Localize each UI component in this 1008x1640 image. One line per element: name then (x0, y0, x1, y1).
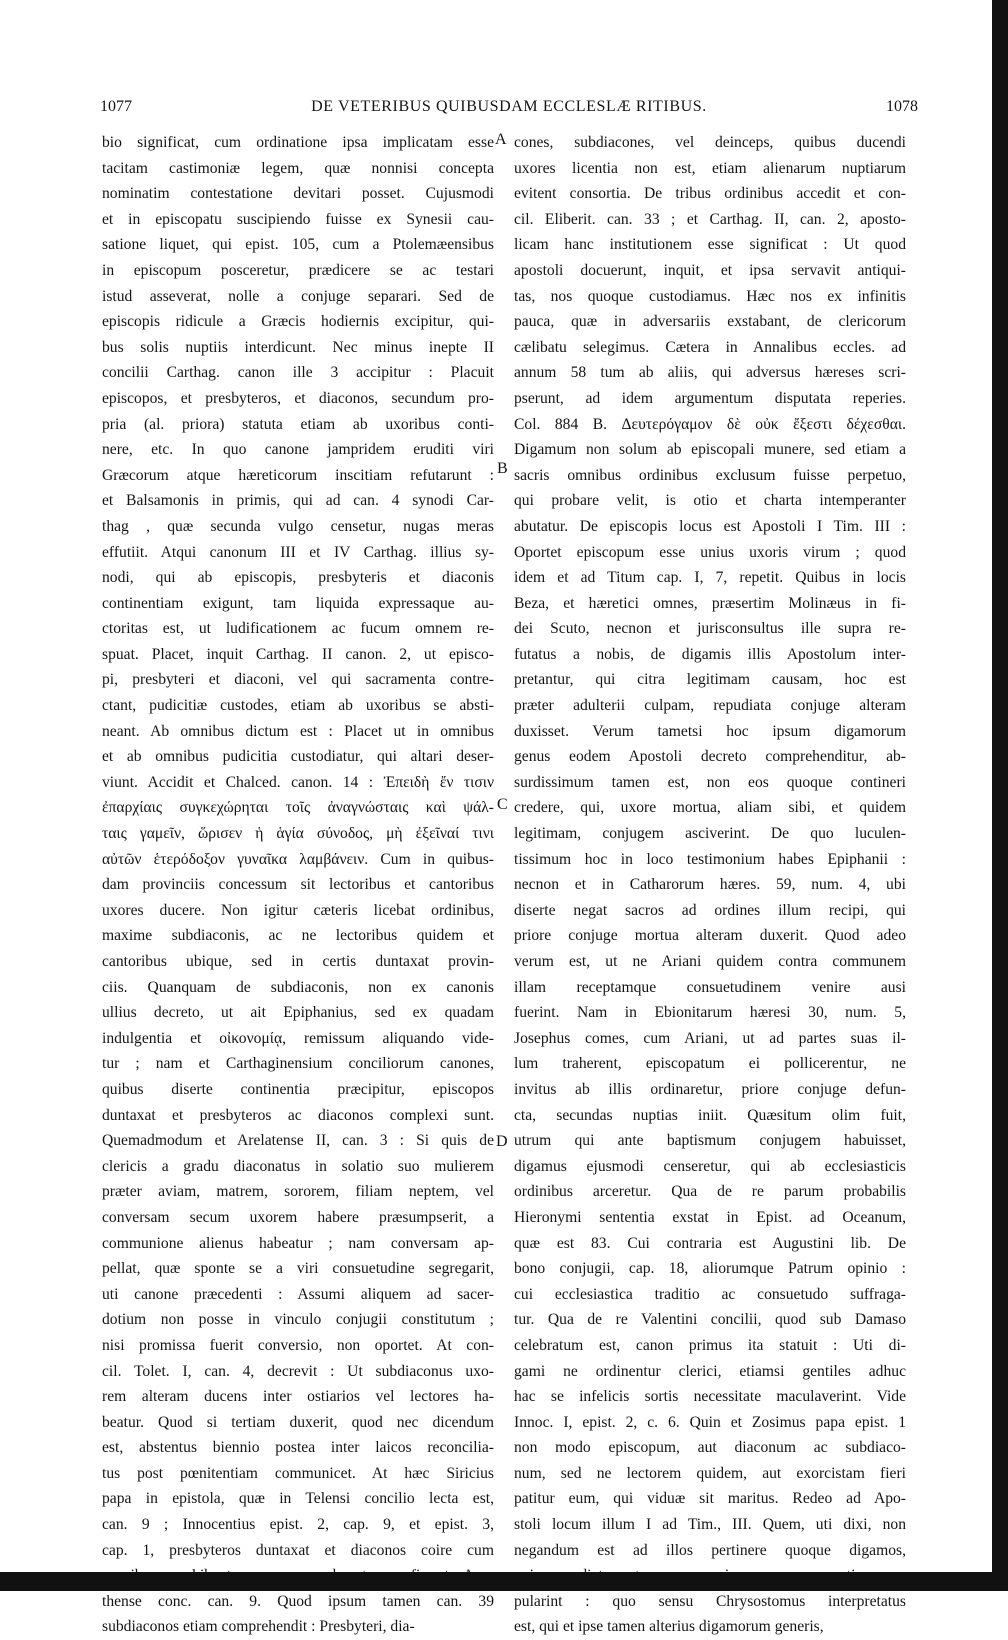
right-column (514, 130, 906, 1640)
text-line: nere, etc. In quo canone jampridem eruditi viri (102, 441, 494, 459)
text-line: invitus ab illis ordinaretur, priore conjuge defun- (514, 1080, 906, 1098)
text-line: dotium non posse in vinculo conjugii constitutum ; (102, 1311, 494, 1329)
text-line: pauca, quæ in adversariis exstabant, de clericorum (514, 313, 906, 331)
text-line: Oportet episcopum esse unius uxoris virum ; quod (514, 543, 906, 561)
text-line: Col. 884 B. Δευτερόγαμον δὲ οὐκ ἔξεστι δέχεσθαι. (514, 415, 906, 433)
page-number-left: 1077 (100, 98, 132, 115)
text-line: maxime subdiaconis, ac ne lectoribus quidem et (102, 927, 494, 945)
section-marker-b: B (497, 460, 508, 477)
text-line: pretantur, qui citra legitimam causam, hoc est (514, 671, 906, 689)
text-line: istud asseverat, nolle a conjuge separari. Sed de (102, 287, 494, 305)
text-line: annum 58 tum ab aliis, qui adversus hæreses scri- (514, 364, 906, 382)
text-line: pellat, quæ sponte se a viri consuetudine segregarit, (102, 1260, 494, 1278)
running-title: DE VETERIBUS QUIBUSDAM ECCLESLÆ RITIBUS. (311, 98, 707, 115)
text-line: ciis. Quanquam de subdiaconis, non ex canonis (102, 978, 494, 996)
text-line: tus post pœnitentiam communicet. At hæc Siricius (102, 1464, 494, 1482)
text-line: digamus ejusmodi censeretur, qui ab ecclesiasticis (514, 1157, 906, 1175)
section-marker-d: D (496, 1133, 508, 1150)
text-line: can. 9 ; Innocentius epist. 2, cap. 9, et epist. 3, (102, 1516, 494, 1534)
text-line: ctant, pudicitiæ custodes, etiam ab uxoribus se absti- (102, 697, 494, 715)
text-line: lum traherent, episcopatum ei pollicerentur, ne (514, 1055, 906, 1073)
text-line: tissimum hoc in loco testimonium habes Epiphanii : (514, 850, 906, 868)
text-line: est, qui et ipse tamen alterius digamorum generis, (514, 1618, 824, 1636)
text-line: ullius decreto, ut ait Epiphanius, sed ex quadam (102, 1004, 494, 1022)
scan-edge-right (992, 0, 1008, 1591)
text-line: cælibatu selegimus. Cætera in Annalibus eccles. ad (514, 338, 906, 356)
text-line: thag , quæ secunda vulgo censetur, nugas meras (102, 517, 494, 535)
text-line: utrum qui ante baptismum conjugem habuisset, (514, 1132, 906, 1150)
text-line: pria (al. priora) statuta etiam ab uxoribus conti- (102, 415, 494, 433)
text-line: qui probare velit, is otio et charta intemperanter (514, 492, 906, 510)
text-line: Innoc. I, epist. 2, c. 6. Quin et Zosimus papa epist. 1 (514, 1413, 906, 1431)
text-line: uti canone præcedenti : Assumi aliquem ad sacer- (102, 1285, 494, 1303)
text-line: surdissimum tamen est, non eos quoque contineri (514, 773, 906, 791)
text-line: patitur eum, qui viduæ sit maritus. Redeo ad Apo- (514, 1490, 906, 1508)
text-line: fuerint. Nam in Ebionitarum hæresi 30, num. 5, (514, 1004, 906, 1022)
text-line: Quemadmodum et Arelatense II, can. 3 : Si quis de (102, 1132, 494, 1150)
text-line: αὐτῶν ἑτερόδοξον γυναῖκα λαμβάνειν. Cum in quibus- (102, 850, 494, 868)
text-line: cil. Eliberit. can. 33 ; et Carthag. II, can. 2, aposto- (514, 210, 906, 228)
text-line: uxores licentia non est, etiam alienarum nuptiarum (514, 159, 906, 177)
text-line: tur. Qua de re Valentini concilii, quod sub Damaso (514, 1311, 906, 1329)
text-line: nisi promissa fuerit conversio, non oportet. At con- (102, 1336, 494, 1354)
text-line: pi, presbyteri et diaconi, vel qui sacramenta contre- (102, 671, 494, 689)
text-line: non modo episcopum, aut diaconum ac subdiaco- (514, 1439, 906, 1457)
text-line: præter aviam, matrem, sororem, filiam neptem, vel (102, 1183, 494, 1201)
text-line: cil. Tolet. I, can. 4, decrevit : Ut subdiaconus uxo- (102, 1362, 494, 1380)
text-line: cap. 1, presbyteros duntaxat et diaconos coire cum (102, 1541, 494, 1559)
text-line: Beza, et hæretici omnes, præsertim Molinæus in fi- (514, 594, 906, 612)
text-line: priore conjuge mortua alteram duxerit. Quod adeo (514, 927, 906, 945)
text-line: dam provinciis concessum sit lectoribus et cantoribus (102, 876, 494, 894)
text-line: episcopis ridicule a Græcis hodiernis excipitur, qui- (102, 313, 494, 331)
text-line: præter adulterii culpam, repudiata conjuge alteram (514, 697, 906, 715)
text-line: nominatim contestatione devitari posset. Cujusmodi (102, 185, 494, 203)
text-line: dei Scuto, necnon et jurisconsultus ille supra re- (514, 620, 906, 638)
section-marker-c: C (497, 796, 508, 813)
text-line: pularint : quo sensu Chrysostomus interpretatus (514, 1592, 906, 1610)
text-line: episcopos, et presbyteros, et diaconos, secundum pro- (102, 389, 494, 407)
page-number-right: 1078 (886, 98, 918, 115)
text-line: uxores ducere. Non igitur cæteris licebat ordinibus, (102, 901, 494, 919)
text-line: tas, nos quoque custodiamus. Hæc nos ex infinitis (514, 287, 906, 305)
text-line: subdiaconos etiam comprehendit : Presbyteri, dia- (102, 1618, 415, 1636)
text-line: clericis a gradu diaconatus in solatio suo mulierem (102, 1157, 494, 1175)
text-line: Hieronymi sententia exstat in Epist. ad Oceanum, (514, 1208, 906, 1226)
text-line: quibus diserte continentia præcipitur, episcopos (102, 1080, 494, 1098)
text-line: necnon et in Catharorum hæres. 59, num. 4, ubi (514, 876, 906, 894)
text-line: hac se infelicis sortis necessitate maculaverint. Vide (514, 1388, 906, 1406)
text-line: conversam secum uxorem habere præsumpserit, a (102, 1208, 494, 1226)
text-line: spuat. Placet, inquit Carthag. II canon. 2, ut episco- (102, 645, 494, 663)
text-line: idem et ad Titum cap. I, 7, repetit. Quibus in locis (514, 569, 906, 587)
text-line: gami ne ordinentur clerici, etiamsi gentiles adhuc (514, 1362, 906, 1380)
text-line: genus eodem Apostoli decreto comprehenditur, ab- (514, 748, 906, 766)
text-line: quæ est 83. Cui contraria est Augustini lib. De (514, 1234, 906, 1252)
text-line: Digamum non solum ab episcopali munere, sed etiam a (514, 441, 906, 459)
text-line: futatus a nobis, de digamis illis Apostolum inter- (514, 645, 906, 663)
text-line: pserunt, ad idem argumentum disputata reperies. (514, 389, 906, 407)
text-line: papa in epistola, quæ in Telensi concilio lecta est, (102, 1490, 494, 1508)
text-line: concilii Carthag. canon ille 3 accipitur : Placuit (102, 364, 494, 382)
text-line: ταις γαμεῖν, ὥρισεν ἡ ἁγία σύνοδος, μὴ ἐξεῖναί τινι (102, 825, 494, 843)
text-line: ἐπαρχίαις συγκεχώρηται τοῖς ἀναγνώσταις καὶ ψάλ- (102, 799, 494, 817)
text-line: et Balsamonis in primis, qui ad can. 4 synodi Car- (102, 492, 494, 510)
text-line: nodi, qui ab episcopis, presbyteris et diaconis (102, 569, 494, 587)
text-line: licam hanc institutionem esse significat : Ut quod (514, 236, 906, 254)
text-line: credere, qui, uxore mortua, aliam sibi, et quidem (514, 799, 906, 817)
text-line: est, abstentus biennio postea inter laicos reconcilia- (102, 1439, 494, 1457)
text-line: neant. Ab omnibus dictum est : Placet ut in omnibus (102, 722, 494, 740)
text-line: abutatur. De episcopis locus est Apostoli I Tim. III : (514, 517, 906, 535)
text-line: negandum est ad illos pertinere quoque digamos, (514, 1541, 906, 1559)
text-line: duxisset. Verum tametsi hoc ipsum digamorum (514, 722, 906, 740)
text-line: tur ; nam et Carthaginensium conciliorum canones, (102, 1055, 494, 1073)
text-line: cantoribus ubique, sed in certis duntaxat provin- (102, 953, 494, 970)
text-line: legitimam, conjugem asciverint. De quo luculen- (514, 825, 906, 843)
text-line: ordinibus arceretur. Qua de re parum probabilis (514, 1183, 906, 1201)
text-line: et in episcopatu suscipiendo fuisse ex Synesii cau- (102, 210, 494, 228)
text-line: Græcorum atque hæreticorum inscitiam refutarunt : (102, 466, 494, 484)
text-line: Josephus comes, cum Ariani, ut ad partes suas il- (514, 1029, 906, 1047)
text-line: cta, secundas nuptias iniit. Quæsitum olim fuit, (514, 1106, 906, 1124)
text-line: bio significat, cum ordinatione ipsa implicatam esse (102, 134, 494, 151)
text-line: et ab omnibus pudicitia custodiatur, qui altari deser- (102, 748, 494, 766)
text-line: cui ecclesiastica traditio ac consuetudo suffraga- (514, 1285, 906, 1303)
text-line: bono conjugii, cap. 18, aliorumque Patrum opinio : (514, 1260, 906, 1278)
text-line: rem alteram ducens inter ostiarios vel lectores ha- (102, 1388, 494, 1406)
text-line: cones, subdiacones, vel deinceps, quibus ducendi (514, 134, 906, 151)
text-line: effutiit. Atqui canonum III et IV Carthag. illius sy- (102, 543, 494, 561)
text-line: ctoritas est, ut ludificationem ac fucum omnem re- (102, 620, 494, 638)
text-line: num, sed ne lectorem quidem, aut exorcistam fieri (514, 1464, 906, 1482)
text-line: diserte negat sacros ad ordines illum recipi, qui (514, 901, 906, 919)
text-line: evitent consortia. De tribus ordinibus accedit et con- (514, 185, 906, 203)
text-line: celebratum est, canon primus ita statuit : Uti di- (514, 1336, 906, 1354)
text-line: viunt. Accidit et Chalced. canon. 14 : Ἐπειδὴ ἔν τισιν (102, 773, 494, 791)
text-line: in episcopum posceretur, prædicere se ac testari (102, 261, 494, 279)
running-header (100, 96, 918, 124)
text-line: tacitam castimoniæ legem, quæ nonnisi concepta (102, 159, 494, 177)
text-line: sacris omnibus ordinibus exclusum fuisse perpetuo, (514, 466, 906, 484)
text-line: duntaxat et presbyteros ac diaconos complexi sunt. (102, 1106, 494, 1124)
section-marker-a: A (495, 131, 507, 148)
text-line: continentiam exigunt, tam liquida expressaque au- (102, 594, 494, 612)
text-line: satione liquet, qui epist. 105, cum a Ptolemæensibus (102, 236, 494, 254)
left-column (102, 130, 494, 1640)
text-line: apostoli docuerunt, inquit, et ipsa servavit antiqui- (514, 261, 906, 279)
text-line: communione alienus habeatur ; nam conversam ap- (102, 1234, 494, 1252)
text-line: illam receptamque consuetudinem venire ausi (514, 978, 906, 996)
text-line: thense conc. can. 9. Quod ipsum tamen can. 39 (102, 1592, 494, 1610)
scan-edge-bottom (0, 1572, 1008, 1591)
text-line: stoli locum illum I ad Tim., III. Quem, uti dixi, non (514, 1516, 906, 1534)
text-line: verum est, ut ne Ariani quidem contra communem (514, 953, 906, 970)
text-line: bus solis nuptiis interdicunt. Nec minus inepte II (102, 338, 494, 356)
text-line: beatur. Quod si tertiam duxerit, quod nec dicendum (102, 1413, 494, 1431)
text-line: indulgentia et οἰκονομίᾳ, remissum aliquando vide- (102, 1029, 494, 1047)
